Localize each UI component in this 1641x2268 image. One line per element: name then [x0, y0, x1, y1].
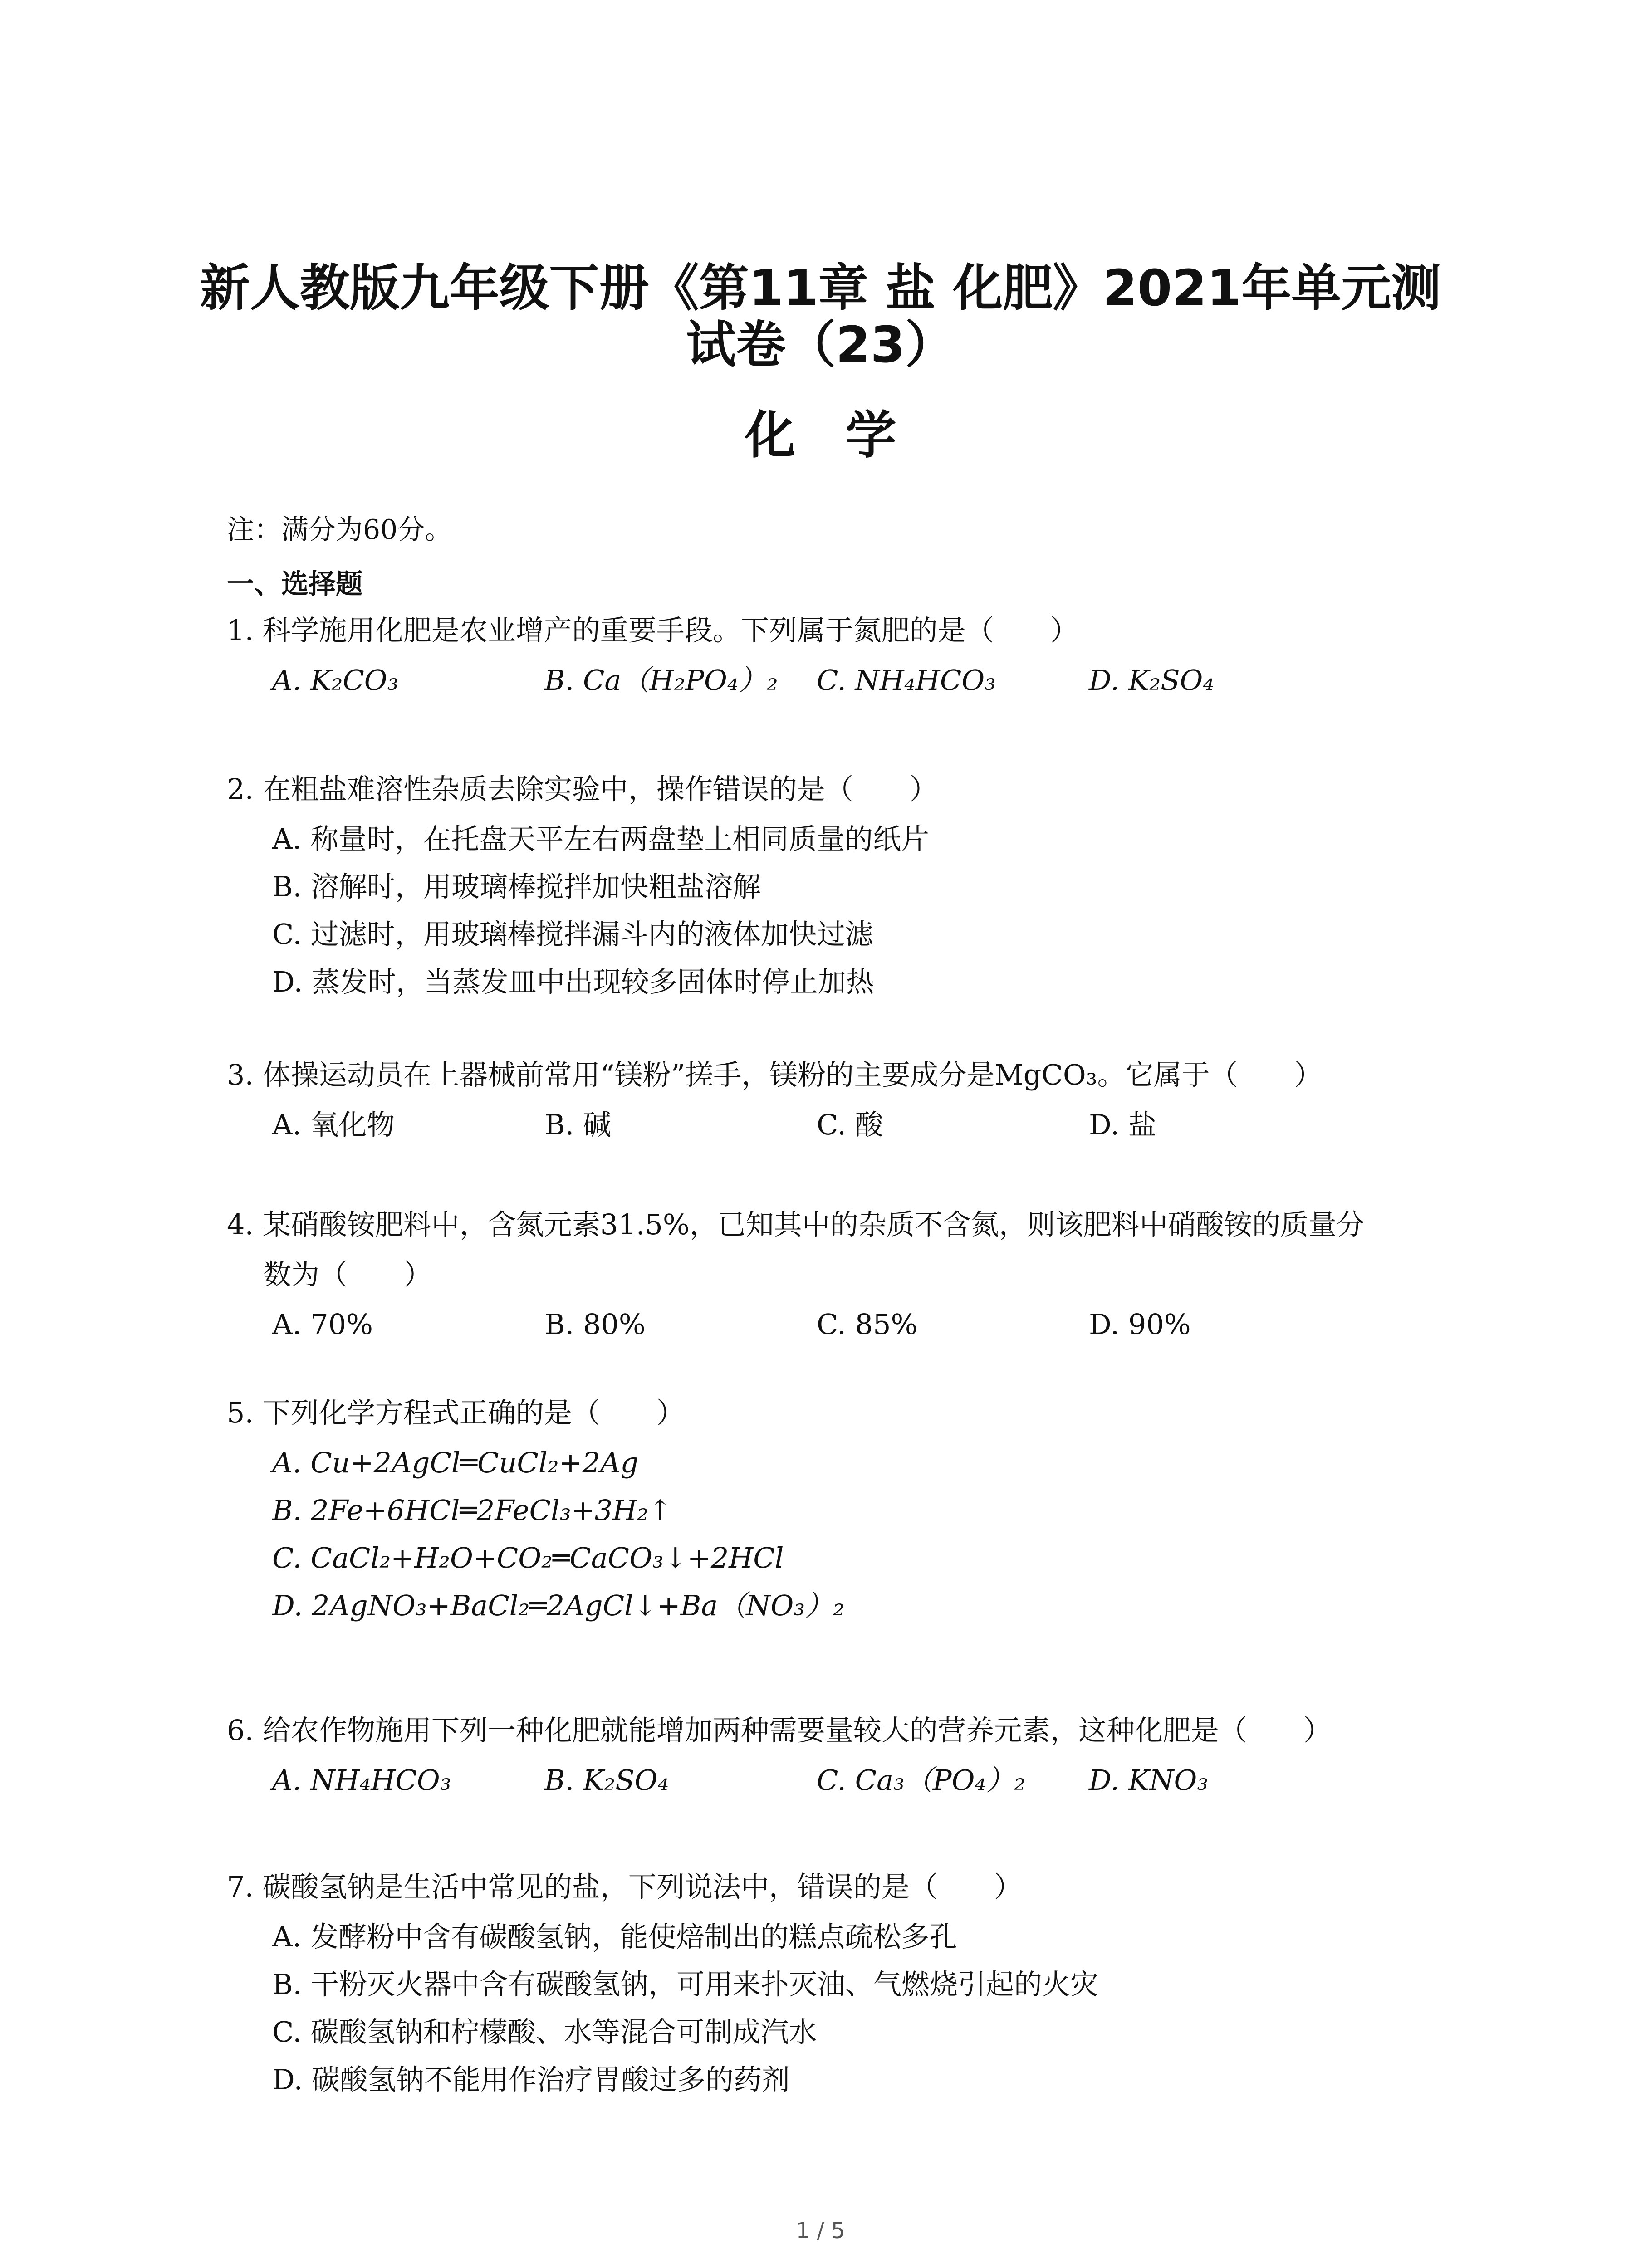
option-c: C. CaCl₂+H₂O+CO₂═CaCO₃↓+2HCl — [272, 1541, 784, 1574]
section-heading: 一、选择题 — [227, 568, 363, 600]
exam-title-line2: 试卷（23） — [686, 316, 955, 374]
option-d: D. K₂SO₄ — [1089, 664, 1215, 697]
option-c: C. 85% — [817, 1308, 918, 1341]
option-c: C. Ca₃（PO₄）₂ — [817, 1764, 1026, 1797]
exam-title-line1: 新人教版九年级下册《第11章 盐 化肥》2021年单元测 — [200, 259, 1441, 317]
option-b: B. 2Fe+6HCl═2FeCl₃+3H₂↑ — [272, 1494, 672, 1527]
option-d: D. 蒸发时，当蒸发皿中出现较多固体时停止加热 — [272, 965, 874, 998]
question-6 — [227, 1708, 1361, 1805]
option-a: A. 70% — [272, 1308, 373, 1341]
question-5 — [227, 1390, 844, 1631]
option-c: C. 过滤时，用玻璃棒搅拌漏斗内的液体加快过滤 — [272, 918, 873, 951]
option-d: D. 2AgNO₃+BaCl₂═2AgCl↓+Ba（NO₃）₂ — [272, 1589, 845, 1622]
option-a: A. 氧化物 — [272, 1108, 395, 1141]
question-7 — [227, 1864, 1098, 2105]
question-4 — [227, 1202, 1365, 1349]
question-stem: 1. 科学施用化肥是农业增产的重要手段。下列属于氮肥的是（ ） — [227, 614, 1078, 647]
option-a: A. K₂CO₃ — [272, 664, 399, 697]
option-a: A. 称量时，在托盘天平左右两盘垫上相同质量的纸片 — [272, 822, 930, 855]
question-stem: 2. 在粗盐难溶性杂质去除实验中，操作错误的是（ ） — [227, 772, 938, 806]
question-stem: 3. 体操运动员在上器械前常用“镁粉”搓手，镁粉的主要成分是MgCO₃。它属于（ ） — [227, 1058, 1323, 1091]
question-stem: 5. 下列化学方程式正确的是（ ） — [227, 1396, 685, 1429]
option-c: C. 酸 — [817, 1108, 883, 1141]
option-c: C. NH₄HCO₃ — [817, 664, 996, 697]
question-stem: 7. 碳酸氢钠是生活中常见的盐，下列说法中，错误的是（ ） — [227, 1870, 1022, 1903]
option-b: B. 80% — [544, 1308, 646, 1341]
option-b: B. Ca（H₂PO₄）₂ — [544, 664, 778, 697]
page-number: 1 / 5 — [796, 2218, 845, 2244]
score-note: 注：满分为60分。 — [227, 514, 452, 546]
option-a: A. NH₄HCO₃ — [272, 1764, 451, 1797]
option-a: A. Cu+2AgCl═CuCl₂+2Ag — [272, 1446, 639, 1479]
question-3 — [227, 1052, 1361, 1150]
question-stem: 6. 给农作物施用下列一种化肥就能增加两种需要量较大的营养元素，这种化肥是（ ） — [227, 1714, 1332, 1747]
question-stem-continued: 数为（ ） — [263, 1258, 432, 1291]
option-d: D. 碳酸氢钠不能用作治疗胃酸过多的药剂 — [272, 2063, 790, 2096]
option-b: B. K₂SO₄ — [544, 1764, 669, 1797]
subject-heading: 化学 — [745, 406, 946, 465]
option-b: B. 碱 — [544, 1108, 611, 1141]
option-d: D. 90% — [1089, 1308, 1191, 1341]
question-1 — [227, 608, 1361, 705]
option-a: A. 发酵粉中含有碳酸氢钠，能使焙制出的糕点疏松多孔 — [272, 1920, 958, 1953]
question-stem: 4. 某硝酸铵肥料中，含氮元素31.5%，已知其中的杂质不含氮，则该肥料中硝酸铵的质量分 — [227, 1208, 1365, 1241]
option-d: D. 盐 — [1089, 1108, 1156, 1141]
option-b: B. 溶解时，用玻璃棒搅拌加快粗盐溶解 — [272, 870, 761, 903]
option-c: C. 碳酸氢钠和柠檬酸、水等混合可制成汽水 — [272, 2015, 817, 2048]
question-2 — [227, 767, 938, 1007]
option-d: D. KNO₃ — [1089, 1764, 1209, 1797]
option-b: B. 干粉灭火器中含有碳酸氢钠，可用来扑灭油、气燃烧引起的火灾 — [272, 1968, 1098, 2001]
